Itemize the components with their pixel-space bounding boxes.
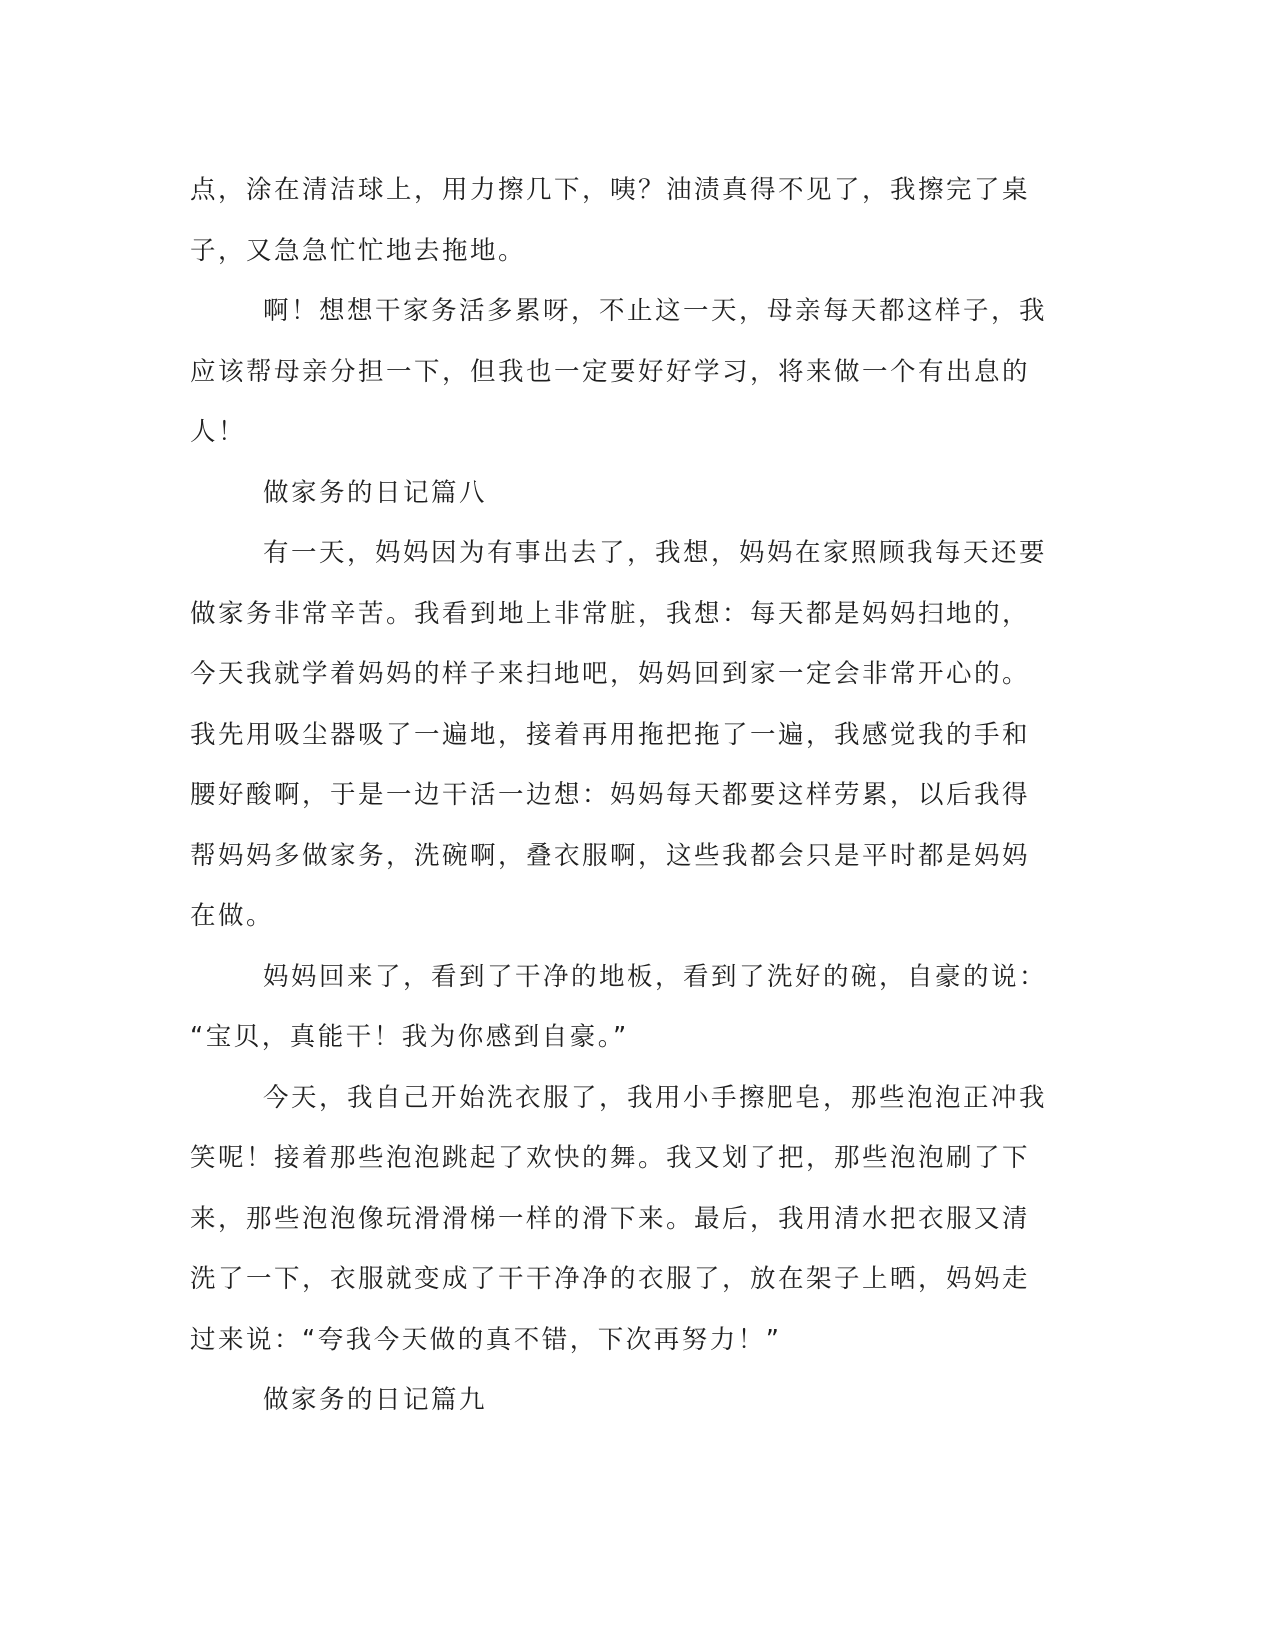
text-line: 点，涂在清洁球上，用力擦几下，咦？油渍真得不见了，我擦完了桌 [190, 175, 1031, 205]
text-line: 帮妈妈多做家务，洗碗啊，叠衣服啊，这些我都会只是平时都是妈妈 [190, 840, 1031, 871]
text-line: 有一天，妈妈因为有事出去了，我想，妈妈在家照顾我每天还要 [263, 538, 1048, 568]
text-line: 在做。 [190, 901, 275, 931]
text-line: 洗了一下，衣服就变成了干干净净的衣服了，放在架子上晒，妈妈走 [190, 1264, 1031, 1294]
text-line: 来，那些泡泡像玩滑滑梯一样的滑下来。最后，我用清水把衣服又清 [190, 1203, 1031, 1234]
text-line: 做家务非常辛苦。我看到地上非常脏，我想：每天都是妈妈扫地的， [190, 598, 1031, 629]
text-line: 人！ [190, 417, 247, 447]
text-line: 今天，我自己开始洗衣服了，我用小手擦肥皂，那些泡泡正冲我 [263, 1082, 1048, 1113]
section-heading: 做家务的日记篇八 [263, 477, 488, 508]
text-line: 子，又急急忙忙地去拖地。 [190, 235, 527, 266]
text-line: 腰好酸啊，于是一边干活一边想：妈妈每天都要这样劳累，以后我得 [190, 780, 1031, 810]
text-line: 应该帮母亲分担一下，但我也一定要好好学习，将来做一个有出息的 [190, 356, 1031, 387]
section-heading: 做家务的日记篇九 [263, 1385, 488, 1415]
text-line: 今天我就学着妈妈的样子来扫地吧，妈妈回到家一定会非常开心的。 [190, 659, 1031, 689]
text-line: “宝贝，真能干！我为你感到自豪。” [190, 1022, 629, 1052]
text-line: 过来说：“夸我今天做的真不错，下次再努力！” [190, 1324, 782, 1355]
text-line: 啊！想想干家务活多累呀，不止这一天，母亲每天都这样子，我 [263, 296, 1048, 326]
text-line: 妈妈回来了，看到了干净的地板，看到了洗好的碗，自豪的说： [263, 961, 1048, 992]
text-line: 笑呢！接着那些泡泡跳起了欢快的舞。我又划了把，那些泡泡刷了下 [190, 1143, 1031, 1173]
text-line: 我先用吸尘器吸了一遍地，接着再用拖把拖了一遍，我感觉我的手和 [190, 719, 1031, 750]
document-body [190, 160, 1090, 1431]
